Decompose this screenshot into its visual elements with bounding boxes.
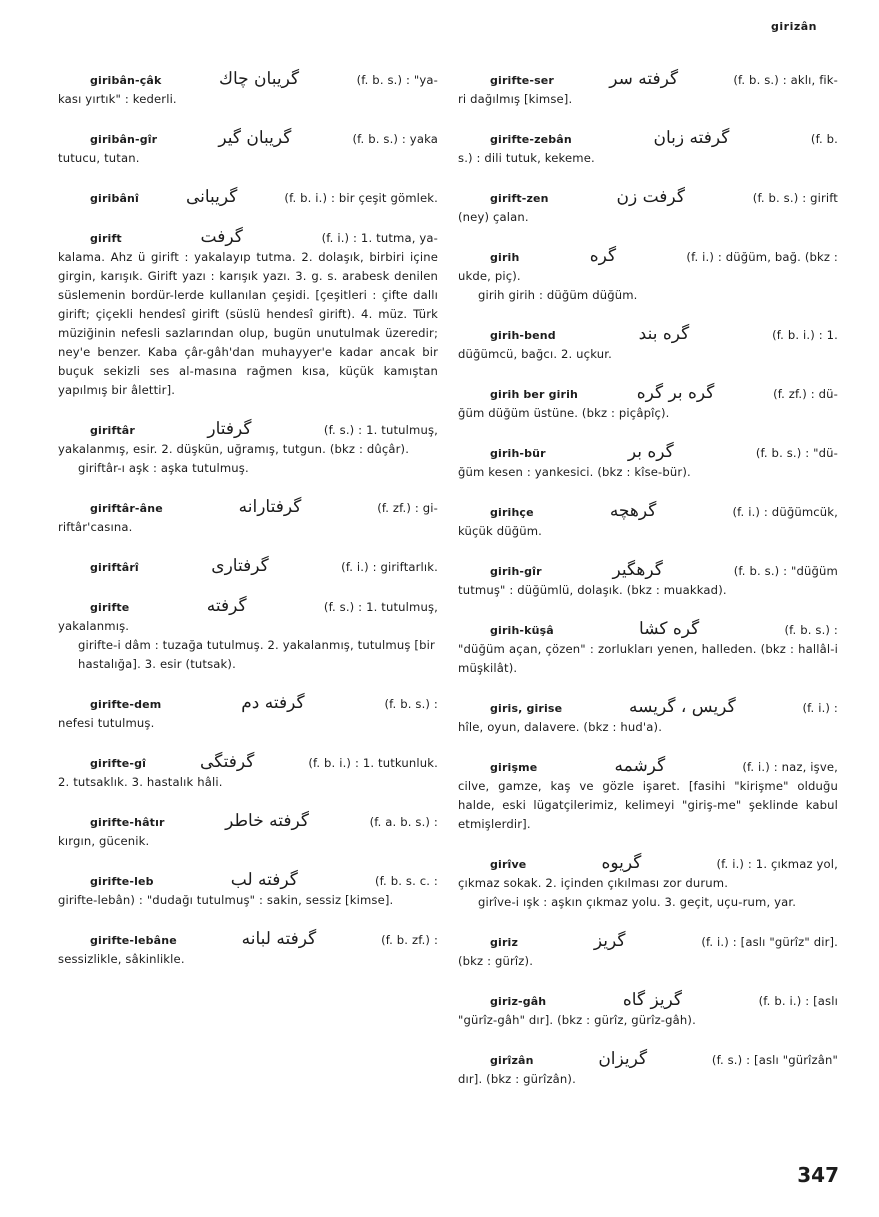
entry-grammar-definition: (f. b. s.) : [384, 697, 438, 711]
entry-arabic-script: گره کشا [639, 619, 700, 639]
entry-headword: girift [90, 232, 122, 245]
entry-headword: girihçe [490, 506, 534, 519]
entry-grammar-definition: (f. b. s.) : girift [752, 191, 838, 205]
entry-head-line [458, 932, 838, 952]
entry-arabic-script: گریبان گیر [218, 128, 292, 148]
dictionary-entry [58, 228, 438, 400]
entry-headword: girifte-hâtır [90, 816, 165, 829]
entry-definition: kası yırtık" : kederli. [58, 92, 177, 106]
entry-head-line [458, 1050, 838, 1070]
entry-arabic-script: گرفتارانه [238, 497, 302, 517]
dictionary-entry [58, 70, 438, 109]
entry-grammar-definition: (f. b. i.) : bir çeşit gömlek. [284, 191, 438, 205]
page-number: 347 [797, 1163, 839, 1187]
entry-headword: girift-zen [490, 192, 549, 205]
entry-grammar-definition: (f. b. s.) : "dü- [755, 446, 838, 460]
entry-definition: "düğüm açan, çözen" : zorlukları yenen, halleden. (bkz : hallâl-i müşkilât). [458, 642, 838, 675]
entry-arabic-script: گرشمه [614, 756, 666, 776]
entry-grammar-definition: (f. i.) : naz, işve, [742, 760, 838, 774]
entry-head-line [58, 188, 438, 208]
entry-arabic-script: گرهگیر [612, 560, 663, 580]
entry-definition: tutucu, tutan. [58, 151, 140, 165]
entry-arabic-script: گریز گاه [622, 990, 683, 1010]
entry-head-line [58, 930, 438, 950]
entry-grammar-definition: (f. b. s.) : aklı, fik- [733, 73, 838, 87]
entry-head-line [58, 70, 438, 90]
entry-head-line [458, 698, 838, 718]
entry-grammar-definition: (f. zf.) : gi- [377, 501, 438, 515]
entry-definition: nefesi tutulmuş. [58, 716, 155, 730]
entry-grammar-definition: (f. b. zf.) : [381, 933, 438, 947]
entry-definition: cilve, gamze, kaş ve gözle işaret. [fasihi "kirişme" olduğu halde, eski lügatçilerimiz, kelimeyi "giriş-me" şeklinde kabul etmişlerdir]. [458, 779, 838, 831]
entry-headword: girifte-ser [490, 74, 554, 87]
entry-grammar-definition: (f. i.) : 1. çıkmaz yol, [716, 857, 838, 871]
right-column [458, 70, 838, 1109]
dictionary-entry [458, 384, 838, 423]
dictionary-entry [58, 129, 438, 168]
entry-headword: girih-bür [490, 447, 546, 460]
entry-head-line [458, 384, 838, 404]
entry-grammar-definition: (f. b. s. c. : [374, 874, 438, 888]
entry-headword: giribânî [90, 192, 139, 205]
entry-definition: yakalanmış, esir. 2. düşkün, uğramış, tutgun. (bkz : dûçâr). [58, 442, 410, 456]
entry-headword: girifte-dem [90, 698, 162, 711]
entry-head-line [458, 188, 838, 208]
dictionary-entry [458, 757, 838, 834]
entry-head-line [58, 228, 438, 248]
dictionary-entry [458, 854, 838, 912]
entry-headword: giriz-gâh [490, 995, 547, 1008]
entry-headword: girih [490, 251, 520, 264]
entry-grammar-definition: (f. b. s.) : [784, 623, 838, 637]
entry-grammar-definition: (f. i.) : 1. tutma, ya- [321, 231, 438, 245]
running-head: girizân [771, 20, 817, 33]
entry-headword: giriz [490, 936, 518, 949]
entry-head-line [58, 871, 438, 891]
entry-grammar-definition: (f. b. i.) : [aslı [758, 994, 838, 1008]
entry-headword: girişme [490, 761, 538, 774]
entry-headword: girih-küşâ [490, 624, 554, 637]
entry-grammar-definition: (f. i.) : düğümcük, [732, 505, 838, 519]
entry-headword: giribân-çâk [90, 74, 162, 87]
entry-definition: ri dağılmış [kimse]. [458, 92, 573, 106]
entry-arabic-script: گرفته [206, 596, 247, 616]
entry-head-line [58, 694, 438, 714]
entry-definition: kalama. Ahz ü girift : yakalayıp tutma. 2. dolaşık, birbiri içine girgin, karışık. Girift yazı : karışık yazı. 3. g. s. arabesk denilen süslemenin bordür-lerde kullanılan çeşidi. [çeşitleri : çifte dallı girift; çiçekli hendesî girift (süslü hendesî girift). 4. müz. Türk müziğinin nefesli sazlarından olup, bugün unutulmak üzeredir; ney'e benzer. Kaba çâr-gâh'dan muhayyer'e kadar ancak bir buçuk sekizli ses al-masına rağmen kısa, küçük kamıştan yapılmış bir âlettir]. [58, 250, 438, 397]
entry-head-line [58, 753, 438, 773]
dictionary-entry [58, 930, 438, 969]
entry-definition: hîle, oyun, dalavere. (bkz : hud'a). [458, 720, 663, 734]
entry-grammar-definition: (f. s.) : [aslı "gürîzân" [711, 1053, 838, 1067]
entry-arabic-script: گرفتاری [211, 556, 269, 576]
entry-grammar-definition: (f. i.) : giriftarlık. [341, 560, 438, 574]
sub-entry: girih girih : düğüm düğüm. [478, 288, 638, 302]
dictionary-entry [458, 991, 838, 1030]
entry-grammar-definition: (f. i.) : [802, 701, 838, 715]
entry-definition: ukde, piç). [458, 269, 521, 283]
entry-arabic-script: گریس ، گریسه [629, 697, 736, 717]
dictionary-entry [458, 70, 838, 109]
dictionary-entry [58, 498, 438, 537]
sub-entry: girîve-i ışk : aşkın çıkmaz yolu. 3. geçit, uçu-rum, yar. [478, 895, 797, 909]
entry-headword: girîzân [490, 1054, 534, 1067]
dictionary-entry [58, 557, 438, 577]
entry-definition: düğümcü, bağcı. 2. uçkur. [458, 347, 612, 361]
entry-arabic-script: گرفته لب [230, 870, 298, 890]
entry-headword: girifte-lebâne [90, 934, 177, 947]
entry-head-line [458, 129, 838, 149]
entry-definition: 2. tutsaklık. 3. hastalık hâli. [58, 775, 223, 789]
dictionary-entry [58, 420, 438, 478]
entry-grammar-definition: (f. b. [810, 132, 838, 146]
entry-head-line [58, 498, 438, 518]
entry-grammar-definition: (f. a. b. s.) : [369, 815, 438, 829]
entry-grammar-definition: (f. b. s.) : "düğüm [733, 564, 838, 578]
dictionary-entry [58, 812, 438, 851]
dictionary-entry [458, 188, 838, 227]
entry-grammar-definition: (f. i.) : [aslı "gürîz" dir]. [701, 935, 838, 949]
entry-head-line [458, 325, 838, 345]
entry-head-line [458, 443, 838, 463]
entry-arabic-script: گرفته زبان [653, 128, 730, 148]
entry-definition: ğüm düğüm üstüne. (bkz : piçâpîç). [458, 406, 670, 420]
entry-arabic-script: گرفته سر [609, 69, 679, 89]
entry-head-line [58, 557, 438, 577]
entry-arabic-script: گریوه [601, 853, 642, 873]
entry-arabic-script: گرفت [200, 227, 243, 247]
entry-head-line [58, 597, 438, 617]
dictionary-entry [58, 871, 438, 910]
entry-headword: girih ber girih [490, 388, 579, 401]
entry-headword: girifte-zebân [490, 133, 572, 146]
entry-grammar-definition: (f. b. i.) : 1. [772, 328, 838, 342]
entry-arabic-script: گرفتار [207, 419, 252, 439]
entry-arabic-script: گریبان چاك [218, 69, 300, 89]
dictionary-entry [58, 753, 438, 792]
entry-definition: "gürîz-gâh" dır]. (bkz : gürîz, gürîz-gâh). [458, 1013, 696, 1027]
entry-arabic-script: گرفته لبانه [241, 929, 317, 949]
entry-definition: küçük düğüm. [458, 524, 543, 538]
entry-definition: riftâr'casına. [58, 520, 133, 534]
entry-head-line [458, 620, 838, 640]
entry-head-line [58, 812, 438, 832]
dictionary-entry [458, 698, 838, 737]
entry-headword: giris, girise [490, 702, 563, 715]
entry-grammar-definition: (f. b. i.) : 1. tutkunluk. [308, 756, 438, 770]
entry-headword: giriftârî [90, 561, 139, 574]
entry-head-line [458, 247, 838, 267]
entry-head-line [58, 129, 438, 149]
entry-headword: girîve [490, 858, 527, 871]
entry-definition: (ney) çalan. [458, 210, 529, 224]
entry-arabic-script: گریبانی [185, 187, 238, 207]
entry-grammar-definition: (f. b. s.) : "ya- [356, 73, 438, 87]
dictionary-entry [458, 932, 838, 971]
entry-arabic-script: گره بند [638, 324, 690, 344]
entry-definition: kırgın, gücenik. [58, 834, 150, 848]
entry-arabic-script: گره بر گره [636, 383, 715, 403]
entry-headword: girih-gîr [490, 565, 542, 578]
entry-definition: yakalanmış. [58, 619, 130, 633]
entry-definition: dır]. (bkz : gürîzân). [458, 1072, 576, 1086]
dictionary-entry [458, 443, 838, 482]
sub-entry: giriftâr-ı aşk : aşka tutulmuş. [78, 461, 249, 475]
entry-headword: girifte-gî [90, 757, 147, 770]
entry-headword: girih-bend [490, 329, 556, 342]
entry-arabic-script: گره [589, 246, 617, 266]
dictionary-entry [458, 325, 838, 364]
entry-head-line [458, 561, 838, 581]
entry-head-line [58, 420, 438, 440]
entry-arabic-script: گرفته خاطر [225, 811, 309, 831]
entry-definition: girifte-lebân) : "dudağı tutulmuş" : sakin, sessiz [kimse]. [58, 893, 394, 907]
entry-grammar-definition: (f. i.) : düğüm, bağ. (bkz : [686, 250, 838, 264]
entry-head-line [458, 854, 838, 874]
entry-headword: giribân-gîr [90, 133, 158, 146]
entry-grammar-definition: (f. b. s.) : yaka [352, 132, 438, 146]
sub-entry: girifte-i dâm : tuzağa tutulmuş. 2. yakalanmış, tutulmuş [bir hastalığa]. 3. esir (tutsak). [78, 638, 435, 671]
entry-head-line [458, 757, 838, 777]
entry-grammar-definition: (f. zf.) : dü- [773, 387, 838, 401]
entry-head-line [458, 991, 838, 1011]
entry-grammar-definition: (f. s.) : 1. tutulmuş, [323, 600, 438, 614]
entry-arabic-script: گرفت زن [616, 187, 685, 207]
entry-definition: sessizlikle, sâkinlikle. [58, 952, 185, 966]
entry-arabic-script: گریز [593, 931, 626, 951]
dictionary-entry [458, 1050, 838, 1089]
entry-headword: girifte-leb [90, 875, 154, 888]
dictionary-entry [458, 561, 838, 600]
entry-definition: ğüm kesen : yankesici. (bkz : kîse-bür). [458, 465, 691, 479]
entry-definition: (bkz : gürîz). [458, 954, 534, 968]
dictionary-entry [458, 247, 838, 305]
dictionary-entry [458, 502, 838, 541]
dictionary-entry [58, 188, 438, 208]
entry-arabic-script: گره بر [627, 442, 674, 462]
entry-arabic-script: گرهچه [609, 501, 657, 521]
entry-definition: s.) : dili tutuk, kekeme. [458, 151, 595, 165]
entry-arabic-script: گرفتگی [200, 752, 255, 772]
entry-head-line [458, 70, 838, 90]
entry-definition: tutmuş" : düğümlü, dolaşık. (bkz : muakkad). [458, 583, 727, 597]
entry-headword: giriftâr-âne [90, 502, 163, 515]
dictionary-entry [58, 694, 438, 733]
entry-arabic-script: گریزان [598, 1049, 648, 1069]
dictionary-entry [458, 129, 838, 168]
dictionary-entry [58, 597, 438, 674]
left-column [58, 70, 438, 989]
entry-definition: çıkmaz sokak. 2. içinden çıkılması zor durum. [458, 876, 729, 890]
entry-headword: giriftâr [90, 424, 135, 437]
dictionary-entry [458, 620, 838, 678]
entry-head-line [458, 502, 838, 522]
entry-arabic-script: گرفته دم [241, 693, 305, 713]
entry-headword: girifte [90, 601, 130, 614]
entry-grammar-definition: (f. s.) : 1. tutulmuş, [323, 423, 438, 437]
